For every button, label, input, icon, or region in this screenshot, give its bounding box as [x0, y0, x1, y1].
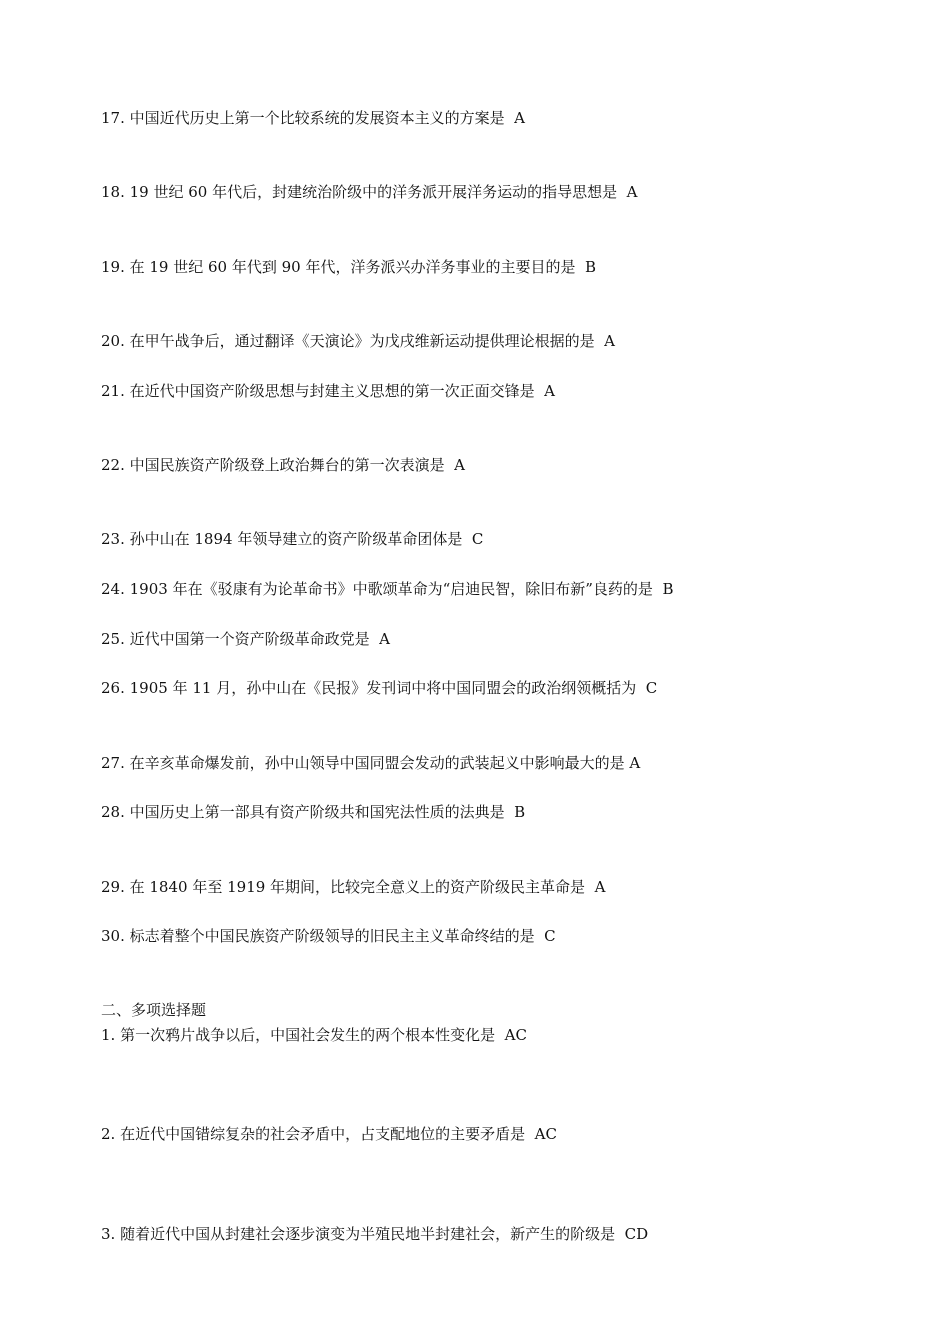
options-line: [101, 825, 901, 850]
options-line: [101, 354, 901, 379]
question-30: 30. 标志着整个中国民族资产阶级领导的旧民主主义革命终结的是 C: [101, 927, 556, 946]
options-line: [101, 775, 901, 800]
options-line: [101, 304, 901, 329]
options-line: [101, 205, 901, 230]
options-line: [101, 1246, 901, 1271]
question-22: 22. 中国民族资产阶级登上政治舞台的第一次表演是 A: [101, 455, 465, 474]
question-23: 23. 孙中山在 1894 年领导建立的资产阶级革命团体是 C: [101, 530, 484, 549]
options-line: [101, 899, 901, 924]
question-19: 19. 在 19 世纪 60 年代到 90 年代，洋务派兴办洋务事业的主要目的是 B: [101, 257, 597, 276]
question-20: 20. 在甲午战争后，通过翻译《天演论》为戊戌维新运动提供理论根据的是 A: [101, 331, 615, 350]
question-24: 24. 1903 年在《驳康有为论革命书》中歌颂革命为“启迪民智，除旧布新”良药的是 B: [101, 579, 674, 598]
options-line: [101, 949, 901, 974]
question-18: 18. 19 世纪 60 年代后，封建统治阶级中的洋务派开展洋务运动的指导思想是 A: [101, 183, 638, 202]
multi-question-2: 2. 在近代中国错综复杂的社会矛盾中，占支配地位的主要矛盾是 AC: [101, 1125, 557, 1144]
question-26: 26. 1905 年 11 月，孙中山在《民报》发刊词中将中国同盟会的政治纲领概括为 C: [101, 679, 658, 698]
options-line: [101, 602, 901, 627]
options-line: [101, 1197, 901, 1222]
multi-question-3: 3. 随着近代中国从封建社会逐步演变为半殖民地半封建社会，新产生的阶级是 CD: [101, 1224, 649, 1243]
question-29: 29. 在 1840 年至 1919 年期间，比较完全意义上的资产阶级民主革命是 A: [101, 877, 606, 896]
options-line: [101, 1147, 901, 1172]
options-line: [101, 403, 901, 428]
section-heading: 二、多项选择题: [101, 1001, 207, 1020]
options-line: [101, 155, 901, 180]
options-line: [101, 850, 901, 875]
options-line: [101, 478, 901, 503]
options-line: [101, 1073, 901, 1098]
document-content: [101, 81, 901, 1271]
options-line: [101, 651, 901, 676]
options-line: [101, 701, 901, 726]
question-27: 27. 在辛亥革命爆发前，孙中山领导中国同盟会发动的武装起义中影响最大的是 A: [101, 753, 641, 772]
options-line: [101, 428, 901, 453]
options-line: [101, 503, 901, 528]
options-line: [101, 279, 901, 304]
options-line: [101, 1098, 901, 1123]
multi-question-1: 1. 第一次鸦片战争以后，中国社会发生的两个根本性变化是 AC: [101, 1026, 527, 1045]
options-line: [101, 726, 901, 751]
options-line: [101, 230, 901, 255]
options-line: [101, 1048, 901, 1073]
options-line: [101, 81, 901, 106]
question-17: 17. 中国近代历史上第一个比较系统的发展资本主义的方案是 A: [101, 108, 525, 127]
options-line: [101, 1172, 901, 1197]
options-line: [101, 552, 901, 577]
options-line: [101, 131, 901, 156]
section-gap: [101, 974, 901, 999]
question-25: 25. 近代中国第一个资产阶级革命政党是 A: [101, 629, 390, 648]
question-21: 21. 在近代中国资产阶级思想与封建主义思想的第一次正面交锋是 A: [101, 381, 555, 400]
question-28: 28. 中国历史上第一部具有资产阶级共和国宪法性质的法典是 B: [101, 803, 526, 822]
